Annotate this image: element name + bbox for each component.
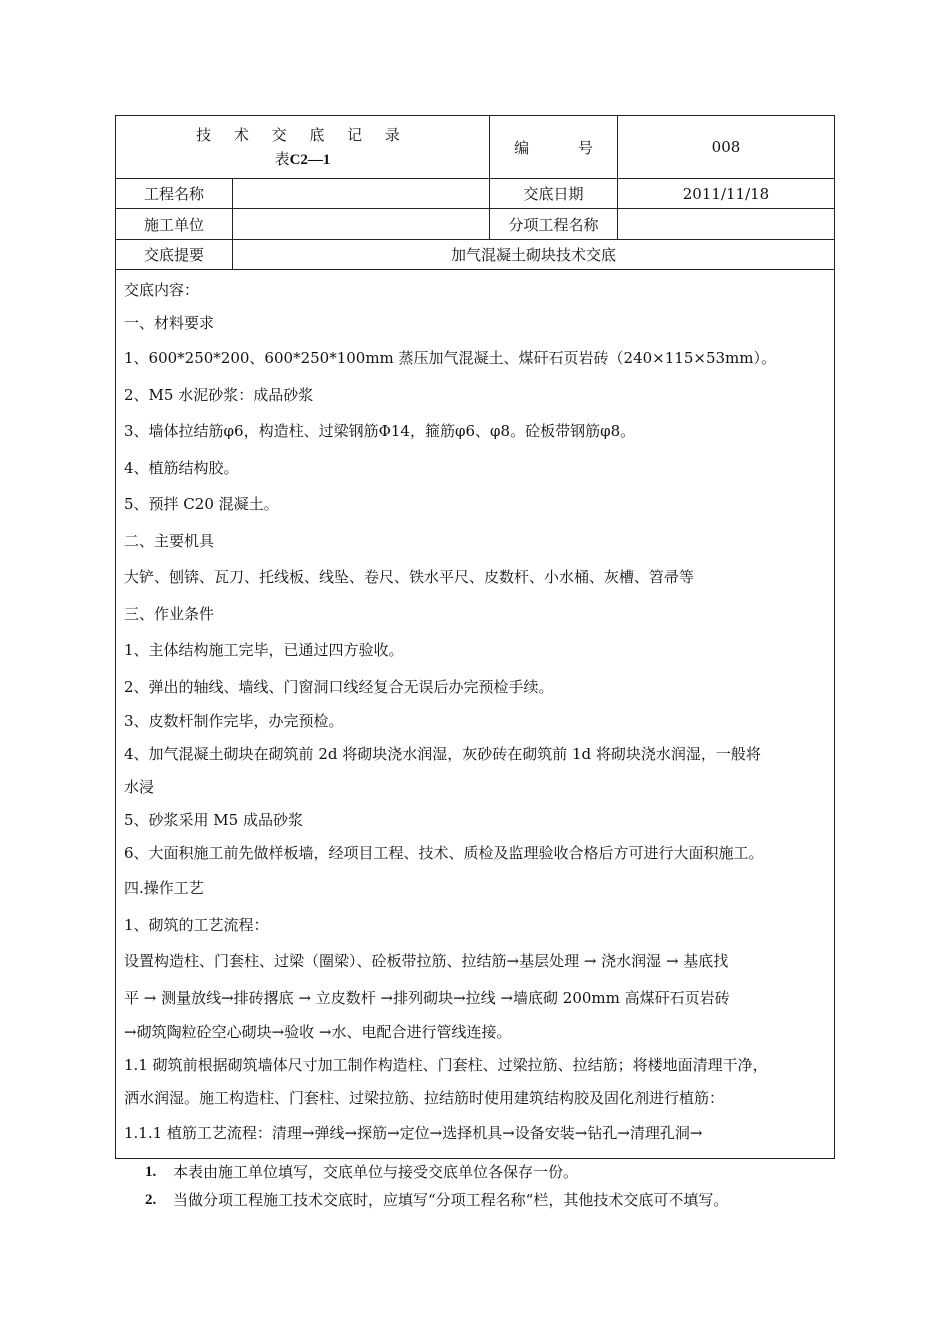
construction-unit-value[interactable] xyxy=(233,209,490,239)
unit-row xyxy=(116,209,834,240)
footnote-text: 当做分项工程施工技术交底时，应填写“分项工程名称“栏，其他技术交底可不填写。 xyxy=(173,1191,729,1209)
content-line: 四.操作工艺 xyxy=(124,879,204,897)
content-line: 3、墙体拉结筋φ6，构造柱、过梁钢筋Φ14，箍筋φ6、φ8。砼板带钢筋φ8。 xyxy=(124,422,636,440)
form-title: 技 术 交 底 记 录 xyxy=(196,125,409,144)
construction-unit-label: 施工单位 xyxy=(116,209,233,239)
summary-value[interactable]: 加气混凝土砌块技术交底 xyxy=(450,246,616,264)
date-label: 交底日期 xyxy=(490,179,618,208)
content-line: 设置构造柱、门套柱、过梁（圈梁）、砼板带拉筋、拉结筋→基层处理 → 浇水润湿 → 基底找 xyxy=(124,952,729,970)
sub-project-label: 分项工程名称 xyxy=(490,209,618,239)
content-line: 2、弹出的轴线、墙线、门窗洞口线经复合无误后办完预检手续。 xyxy=(124,677,554,696)
content-line: 一、材料要求 xyxy=(124,314,215,332)
header-row xyxy=(116,116,834,179)
content-line: 2、M5 水泥砂浆：成品砂浆 xyxy=(124,385,314,404)
content-line: 1、主体结构施工完毕，已通过四方验收。 xyxy=(124,641,404,659)
summary-row xyxy=(116,240,834,270)
content-line: 5、预拌 C20 混凝土。 xyxy=(124,495,279,513)
project-name-label: 工程名称 xyxy=(116,179,233,208)
content-line: 交底内容： xyxy=(124,281,200,299)
content-line: 二、主要机具 xyxy=(124,531,215,550)
content-line: 4、植筋结构胶。 xyxy=(124,458,239,477)
footnote xyxy=(145,1186,728,1214)
footnote-number: 1. xyxy=(145,1164,157,1180)
content-line: 4、加气混凝土砌块在砌筑前 2d 将砌块浇水润湿，灰砂砖在砌筑前 1d 将砌块浇水润湿，一般将 xyxy=(124,745,761,763)
content-line: 1.1 砌筑前根据砌筑墙体尺寸加工制作构造柱、门套柱、过梁拉筋、拉结筋；将楼地面清理干净， xyxy=(124,1056,768,1074)
footnotes xyxy=(145,1158,728,1214)
content-line: 三、作业条件 xyxy=(124,604,215,623)
summary-label: 交底提要 xyxy=(116,240,233,269)
content-line: 6、大面积施工前先做样板墙，经项目工程、技术、质检及监理验收合格后方可进行大面积施工。 xyxy=(124,844,764,862)
content-line: 1、砌筑的工艺流程： xyxy=(124,915,269,934)
content-line: 5、砂浆采用 M5 成品砂浆 xyxy=(124,811,303,829)
project-row xyxy=(116,179,834,209)
content-line: 大铲、刨锛、瓦刀、托线板、线坠、卷尺、铁水平尺、皮数杆、小水桶、灰槽、笤帚等 xyxy=(124,568,695,586)
number-value: 008 xyxy=(711,138,741,156)
project-name-value[interactable] xyxy=(233,179,490,208)
content-line: 平 → 测量放线→排砖撂底 → 立皮数杆 →排列砌块→拉线 →墙底砌 200mm 高煤矸石页岩砖 xyxy=(124,988,730,1007)
content-line: 1、600*250*200、600*250*100mm 蒸压加气混凝土、煤矸石页岩砖（240×115×53mm）。 xyxy=(124,349,776,367)
sub-project-value[interactable] xyxy=(618,209,834,239)
technical-briefing-form xyxy=(115,115,835,1159)
content-line: 1.1.1 植筋工艺流程：清理→弹线→探筋→定位→选择机具→设备安装→钻孔→清理孔洞→ xyxy=(124,1124,703,1142)
form-title-cell xyxy=(116,116,490,178)
content-line: →砌筑陶粒砼空心砌块→验收 →水、电配合进行管线连接。 xyxy=(124,1023,512,1041)
content-line: 水浸 xyxy=(124,778,155,796)
form-code: 表C2—1 xyxy=(274,149,331,168)
date-value[interactable]: 2011/11/18 xyxy=(682,184,770,203)
content-line: 3、皮数杆制作完毕，办完预检。 xyxy=(124,712,344,730)
footnote-text: 本表由施工单位填写，交底单位与接受交底单位各保存一份。 xyxy=(173,1163,579,1181)
content-line: 洒水润湿。施工构造柱、门套柱、过梁拉筋、拉结筋时使用建筑结构胶及固化剂进行植筋： xyxy=(124,1089,725,1107)
footnote xyxy=(145,1158,728,1186)
briefing-content xyxy=(116,270,834,1158)
number-label: 编 号 xyxy=(490,116,618,178)
footnote-number: 2. xyxy=(145,1192,157,1208)
